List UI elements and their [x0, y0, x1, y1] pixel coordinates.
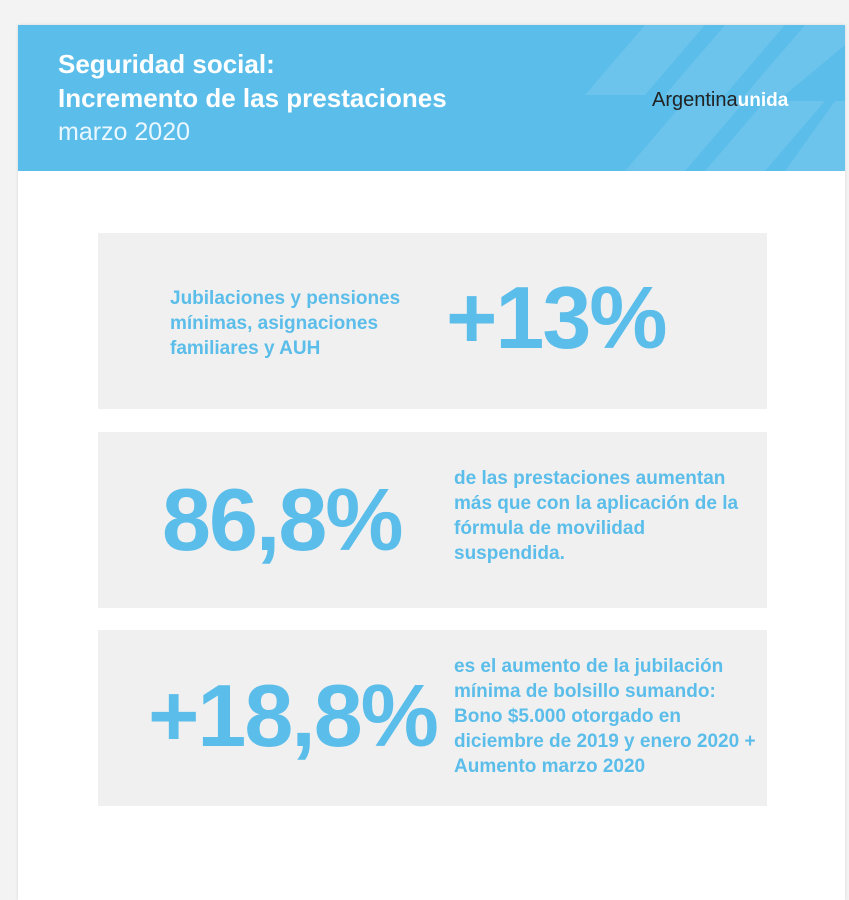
title-line-2: Incremento de las prestaciones — [58, 83, 447, 113]
brand-logo-part1: Argentina — [652, 89, 738, 111]
stat-description: es el aumento de la jubilación mínima de bolsillo sumando: Bono $5.000 otorgado en diciembre de 2019 y enero 2020 + Aumento marzo 2020 — [454, 656, 756, 777]
brand-logo — [652, 88, 788, 113]
stat-panel-2 — [98, 432, 767, 608]
stat-description: de las prestaciones aumentan más que con la aplicación de la fórmula de movilidad suspendida. — [454, 468, 739, 564]
title-line-1: Seguridad social: — [58, 49, 275, 79]
stat-value: 86,8% — [162, 470, 402, 569]
infographic-card — [18, 25, 845, 900]
stat-value: +13% — [446, 268, 666, 367]
stat-panel-3 — [98, 630, 767, 806]
stat-description: Jubilaciones y pensiones mínimas, asignaciones familiares y AUH — [170, 288, 401, 359]
title-date: marzo 2020 — [58, 118, 191, 146]
page-title — [58, 47, 447, 149]
header-banner — [18, 25, 845, 171]
stat-panel-1 — [98, 233, 767, 409]
stat-value: +18,8% — [148, 666, 437, 765]
brand-logo-part2: unida — [737, 90, 789, 111]
